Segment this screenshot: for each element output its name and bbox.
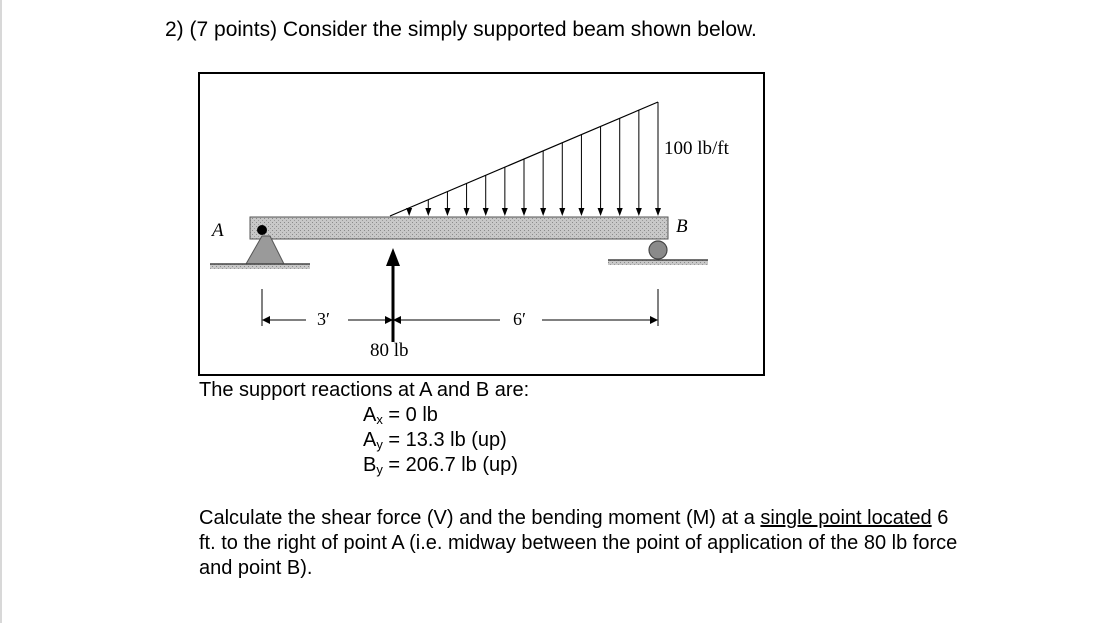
load-arrow-head <box>636 208 642 216</box>
question-points: (7 points) <box>189 18 278 41</box>
load-arrow-head <box>578 208 584 216</box>
dimension-left-label: 3′ <box>317 309 330 329</box>
load-arrow-head <box>655 208 661 216</box>
reaction-by <box>363 454 518 477</box>
load-arrow-head <box>617 208 623 216</box>
support-a-label: A <box>212 220 224 241</box>
reaction-by-subscript: y <box>376 462 383 477</box>
reaction-ax-symbol: A <box>363 404 377 426</box>
distributed-load-label: 100 lb/ft <box>664 138 729 159</box>
task-text-1: Calculate the shear force (V) and the bending moment (M) at a <box>199 507 761 529</box>
load-arrow-head <box>483 208 489 216</box>
load-arrow-head <box>444 208 450 216</box>
reaction-ay-symbol: A <box>363 429 377 451</box>
load-arrow-head <box>540 208 546 216</box>
dimension-right-label: 6′ <box>513 309 526 329</box>
reaction-ay <box>363 429 507 452</box>
task-emphasis: single point located <box>760 507 932 529</box>
load-arrow-head <box>425 208 431 216</box>
reactions-intro: The support reactions at A and B are: <box>199 379 530 401</box>
load-arrow-head <box>406 208 412 216</box>
reaction-ax-subscript: x <box>376 412 383 427</box>
load-arrow-head <box>559 208 565 216</box>
beam-figure <box>198 72 765 376</box>
beam <box>250 217 668 239</box>
roller-support-b <box>608 241 708 265</box>
reaction-by-value: = 206.7 lb (up) <box>382 454 518 476</box>
distributed-load-arrows <box>406 102 661 216</box>
support-b-label: B <box>676 216 688 237</box>
reaction-ax-value: = 0 lb <box>382 404 438 426</box>
load-arrow-head <box>598 208 604 216</box>
load-arrow-head <box>521 208 527 216</box>
question-header <box>165 18 757 42</box>
reaction-ay-value: = 13.3 lb (up) <box>382 429 507 451</box>
reaction-ax <box>363 404 438 427</box>
load-arrow-head <box>502 208 508 216</box>
question-prompt: Consider the simply supported beam shown below. <box>282 18 757 41</box>
load-arrow-head <box>464 208 470 216</box>
page-left-edge <box>0 0 2 623</box>
task-paragraph <box>199 506 959 581</box>
point-load-label: 80 lb <box>370 340 409 361</box>
reaction-ay-subscript: y <box>376 437 383 452</box>
question-number: 2) <box>165 18 184 41</box>
task-text-2: 6 ft. to the right of point A (i.e. midway between the point of application of the 80 lb force and point B). <box>199 507 958 579</box>
reaction-by-symbol: B <box>363 454 377 476</box>
